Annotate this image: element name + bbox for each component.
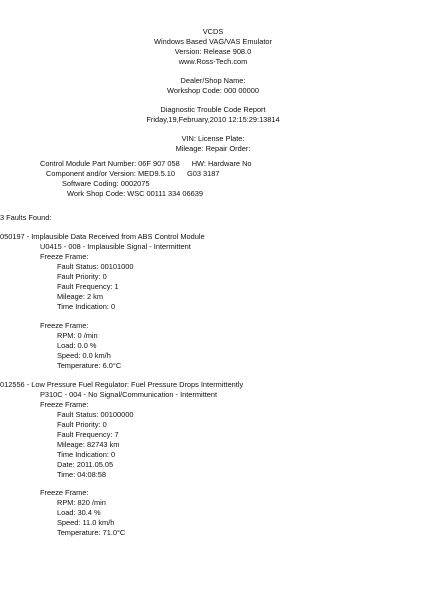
- fault-title: 012556 - Low Pressure Fuel Regulator: Fuel Pressure Drops Intermittently: [0, 380, 244, 389]
- freeze-load: Load: 0.0 %: [57, 341, 97, 350]
- freeze-temperature: Temperature: 71.0°C: [57, 528, 126, 537]
- module-workshop-code: Work Shop Code: WSC 00111 334 06639: [67, 189, 203, 198]
- fault-detail: U0415 - 008 - Implausible Signal - Intermittent: [40, 242, 191, 251]
- freeze-speed: Speed: 0.0 km/h: [57, 351, 111, 360]
- app-subtitle: Windows Based VAG/VAS Emulator: [153, 37, 273, 46]
- fault-frequency: Fault Frequency: 1: [57, 282, 119, 291]
- fault-mileage: Mileage: 2 km: [57, 292, 104, 301]
- module-software-coding: Software Coding: 0002075: [62, 179, 150, 188]
- report-date: Friday,19,February,2010 12:15:29:13814: [146, 115, 280, 124]
- fault-time: Time: 04:08:58: [57, 470, 107, 479]
- freeze-frame-label: Freeze Frame:: [40, 321, 89, 330]
- app-website: www.Ross-Tech.com: [178, 57, 248, 66]
- dealer-shop-name: Dealer/Shop Name:: [180, 76, 246, 85]
- fault-time-indication: Time Indication: 0: [57, 302, 116, 311]
- module-component-code: G03 3187: [187, 169, 220, 178]
- fault-status: Fault Status: 00100000: [57, 410, 134, 419]
- freeze-load: Load: 30.4 %: [57, 508, 101, 517]
- fault-frequency: Fault Frequency: 7: [57, 430, 119, 439]
- module-part-number-row: [40, 159, 252, 169]
- module-hardware-number: HW: Hardware No: [191, 159, 252, 168]
- workshop-code: Workshop Code: 000 00000: [167, 86, 259, 95]
- freeze-frame-label: Freeze Frame:: [40, 488, 89, 497]
- fault-title: 050197 - Implausible Data Received from ABS Control Module: [0, 232, 205, 241]
- freeze-rpm: RPM: 0 /min: [57, 331, 98, 340]
- freeze-rpm: RPM: 820 /min: [57, 498, 106, 507]
- fault-priority: Fault Priority: 0: [57, 272, 107, 281]
- module-component: Component and/or Version: MED9.5.10: [46, 169, 176, 178]
- faults-found-count: 3 Faults Found:: [0, 213, 52, 222]
- report-title: Diagnostic Trouble Code Report: [160, 105, 266, 114]
- fault-mileage: Mileage: 82743 km: [57, 440, 120, 449]
- vin-license-plate: VIN: License Plate:: [181, 134, 245, 143]
- fault-detail: P310C - 004 - No Signal/Communication - Intermittent: [40, 390, 218, 399]
- freeze-temperature: Temperature: 6.0°C: [57, 361, 122, 370]
- app-version: Version: Release 908.0: [174, 47, 252, 56]
- app-title: VCDS: [202, 27, 224, 36]
- freeze-frame-label: Freeze Frame:: [40, 400, 89, 409]
- module-component-row: [46, 169, 219, 179]
- mileage-repair-order: Mileage: Repair Order:: [175, 144, 251, 153]
- fault-date: Date: 2011.05.05: [57, 460, 114, 469]
- module-part-number: Control Module Part Number: 06F 907 058: [40, 159, 180, 168]
- freeze-frame-label: Freeze Frame:: [40, 252, 89, 261]
- freeze-speed: Speed: 11.0 km/h: [57, 518, 115, 527]
- fault-priority: Fault Priority: 0: [57, 420, 107, 429]
- fault-status: Fault Status: 00101000: [57, 262, 134, 271]
- fault-time-indication: Time Indication: 0: [57, 450, 116, 459]
